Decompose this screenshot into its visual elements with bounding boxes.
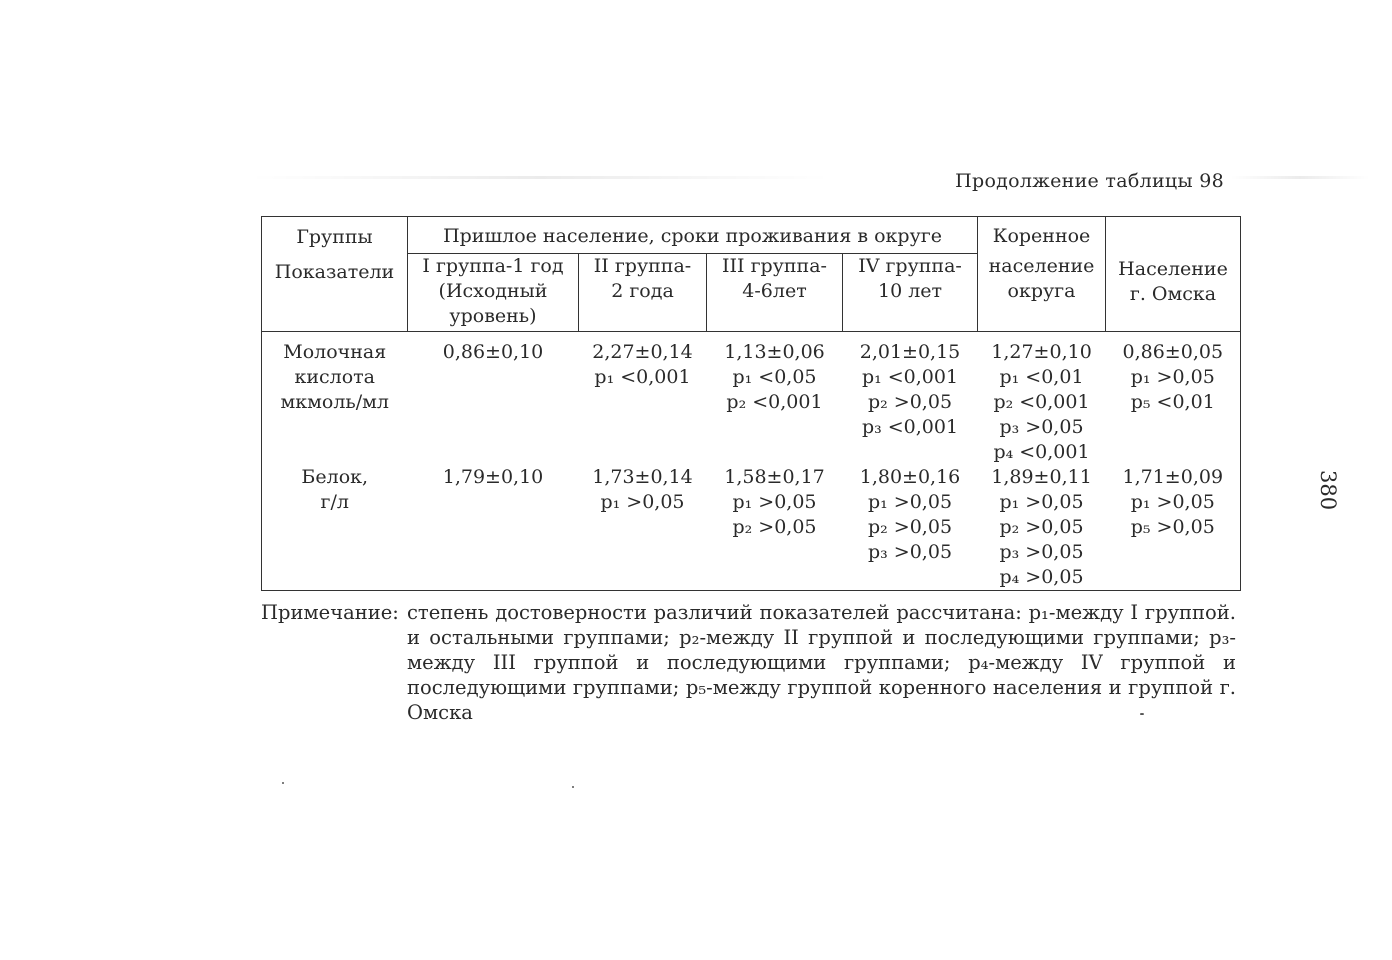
corner-top-label: Группы <box>296 226 373 248</box>
data-cell <box>707 465 843 591</box>
omsk-header-line-2: г. Омска <box>1129 283 1217 305</box>
subheader-2-line-1: II группа- <box>593 255 692 277</box>
scan-streak-right <box>1230 176 1370 179</box>
subheader-group-1 <box>408 254 579 332</box>
header-row-1 <box>262 217 1241 254</box>
scan-streak-left <box>250 176 830 179</box>
row-label-line: кислота <box>294 366 376 388</box>
cell-value: 1,73±0,14 <box>592 466 693 488</box>
native-header-top <box>978 217 1106 254</box>
cell-value: 0,86±0,10 <box>442 341 544 363</box>
subheader-2-line-2: 2 года <box>611 280 674 302</box>
data-cell <box>843 465 978 591</box>
cell-p-value: p₅ >0,05 <box>1130 516 1215 538</box>
cell-p-value: p₂ <0,001 <box>726 391 823 413</box>
cell-p-value: p₂ >0,05 <box>999 516 1084 538</box>
cell-p-value: p₁ <0,05 <box>732 366 817 388</box>
subheader-3-line-2: 4-6лет <box>742 280 807 302</box>
note-label: Примечание: <box>261 601 399 624</box>
corner-header-bottom <box>262 254 408 332</box>
row-label-protein <box>262 465 408 591</box>
subheader-4-line-1: IV группа- <box>858 255 962 277</box>
data-cell <box>1106 332 1241 466</box>
cell-value: 1,27±0,10 <box>991 341 1092 363</box>
row-label-line: Молочная <box>283 341 387 363</box>
native-header-top-label: Коренное <box>992 225 1091 247</box>
data-cell <box>843 332 978 466</box>
scan-speck <box>282 782 284 784</box>
scan-speck <box>572 786 574 788</box>
note-text: степень достоверности различий показателей рассчитана: p₁-между I группой. и остальными группами; p₂-между II группой и последующими группами; p₃-между III группой и последующими группами; p₄-между IV группой и последующими группами; p₅-между группой коренного населения и группой г. Омска <box>407 601 1236 724</box>
cell-p-value: p₁ >0,05 <box>867 491 953 513</box>
cell-value: 2,27±0,14 <box>592 341 693 363</box>
subheader-group-2 <box>579 254 707 332</box>
group-header-label: Пришлое население, сроки проживания в округе <box>443 225 942 247</box>
cell-value: 1,13±0,06 <box>724 341 825 363</box>
data-cell <box>408 465 579 591</box>
cell-p-value: p₃ >0,05 <box>999 416 1084 438</box>
row-label-line: мкмоль/мл <box>280 391 390 413</box>
data-cell <box>978 332 1106 466</box>
cell-p-value: p₃ <0,001 <box>861 416 959 438</box>
subheader-1-line-1: I группа-1 год <box>422 255 564 277</box>
cell-value: 1,71±0,09 <box>1122 466 1224 488</box>
scan-speck <box>1140 713 1144 715</box>
subheader-group-3 <box>707 254 843 332</box>
cell-p-value: p₂ <0,001 <box>993 391 1090 413</box>
data-cell <box>579 332 707 466</box>
data-cell <box>408 332 579 466</box>
page-number: 380 <box>1316 470 1340 511</box>
row-label-line: Белок, <box>301 466 369 488</box>
table-row <box>262 332 1241 466</box>
cell-value: 0,86±0,05 <box>1122 341 1224 363</box>
cell-p-value: p₂ >0,05 <box>732 516 817 538</box>
data-cell <box>978 465 1106 591</box>
cell-value: 1,79±0,10 <box>442 466 544 488</box>
row-label-lactic-acid <box>262 332 408 466</box>
subheader-group-4 <box>843 254 978 332</box>
table-row <box>262 465 1241 591</box>
subheader-1-line-3: уровень) <box>449 305 537 327</box>
table-caption: Продолжение таблицы 98 <box>955 170 1224 192</box>
cell-value: 2,01±0,15 <box>859 341 961 363</box>
native-header-bottom <box>978 254 1106 332</box>
subheader-4-line-2: 10 лет <box>877 280 943 302</box>
group-header <box>408 217 978 254</box>
corner-header-top <box>262 217 408 254</box>
cell-p-value: p₂ >0,05 <box>867 516 953 538</box>
data-cell <box>1106 465 1241 591</box>
cell-p-value: p₁ <0,01 <box>999 366 1084 388</box>
row-label-line: г/л <box>320 491 349 513</box>
cell-p-value: p₃ >0,05 <box>867 541 953 563</box>
cell-value: 1,89±0,11 <box>991 466 1092 488</box>
data-table <box>261 216 1241 591</box>
cell-p-value: p₃ >0,05 <box>999 541 1084 563</box>
cell-p-value: p₁ >0,05 <box>732 491 817 513</box>
cell-p-value: p₄ <0,001 <box>993 441 1090 463</box>
subheader-1-line-2: (Исходный <box>438 280 548 302</box>
subheader-3-line-1: III группа- <box>722 255 827 277</box>
corner-bottom-label: Показатели <box>274 260 395 283</box>
cell-p-value: p₁ <0,001 <box>861 366 959 388</box>
cell-p-value: p₁ >0,05 <box>1130 491 1215 513</box>
cell-p-value: p₂ >0,05 <box>867 391 953 413</box>
data-cell <box>579 465 707 591</box>
table-note <box>261 600 1236 725</box>
cell-value: 1,58±0,17 <box>724 466 825 488</box>
omsk-header <box>1106 217 1241 332</box>
cell-p-value: p₁ >0,05 <box>600 491 685 513</box>
cell-p-value: p₁ <0,001 <box>594 366 691 388</box>
header-row-2 <box>262 254 1241 332</box>
cell-p-value: p₁ >0,05 <box>1130 366 1215 388</box>
cell-p-value: p₅ <0,01 <box>1130 391 1215 413</box>
data-cell <box>707 332 843 466</box>
cell-value: 1,80±0,16 <box>859 466 961 488</box>
native-header-line-2: население <box>988 254 1095 277</box>
native-header-line-3: округа <box>1007 279 1076 302</box>
cell-p-value: p₄ >0,05 <box>999 566 1084 588</box>
omsk-header-line-1: Население <box>1118 258 1228 280</box>
cell-p-value: p₁ >0,05 <box>999 491 1084 513</box>
